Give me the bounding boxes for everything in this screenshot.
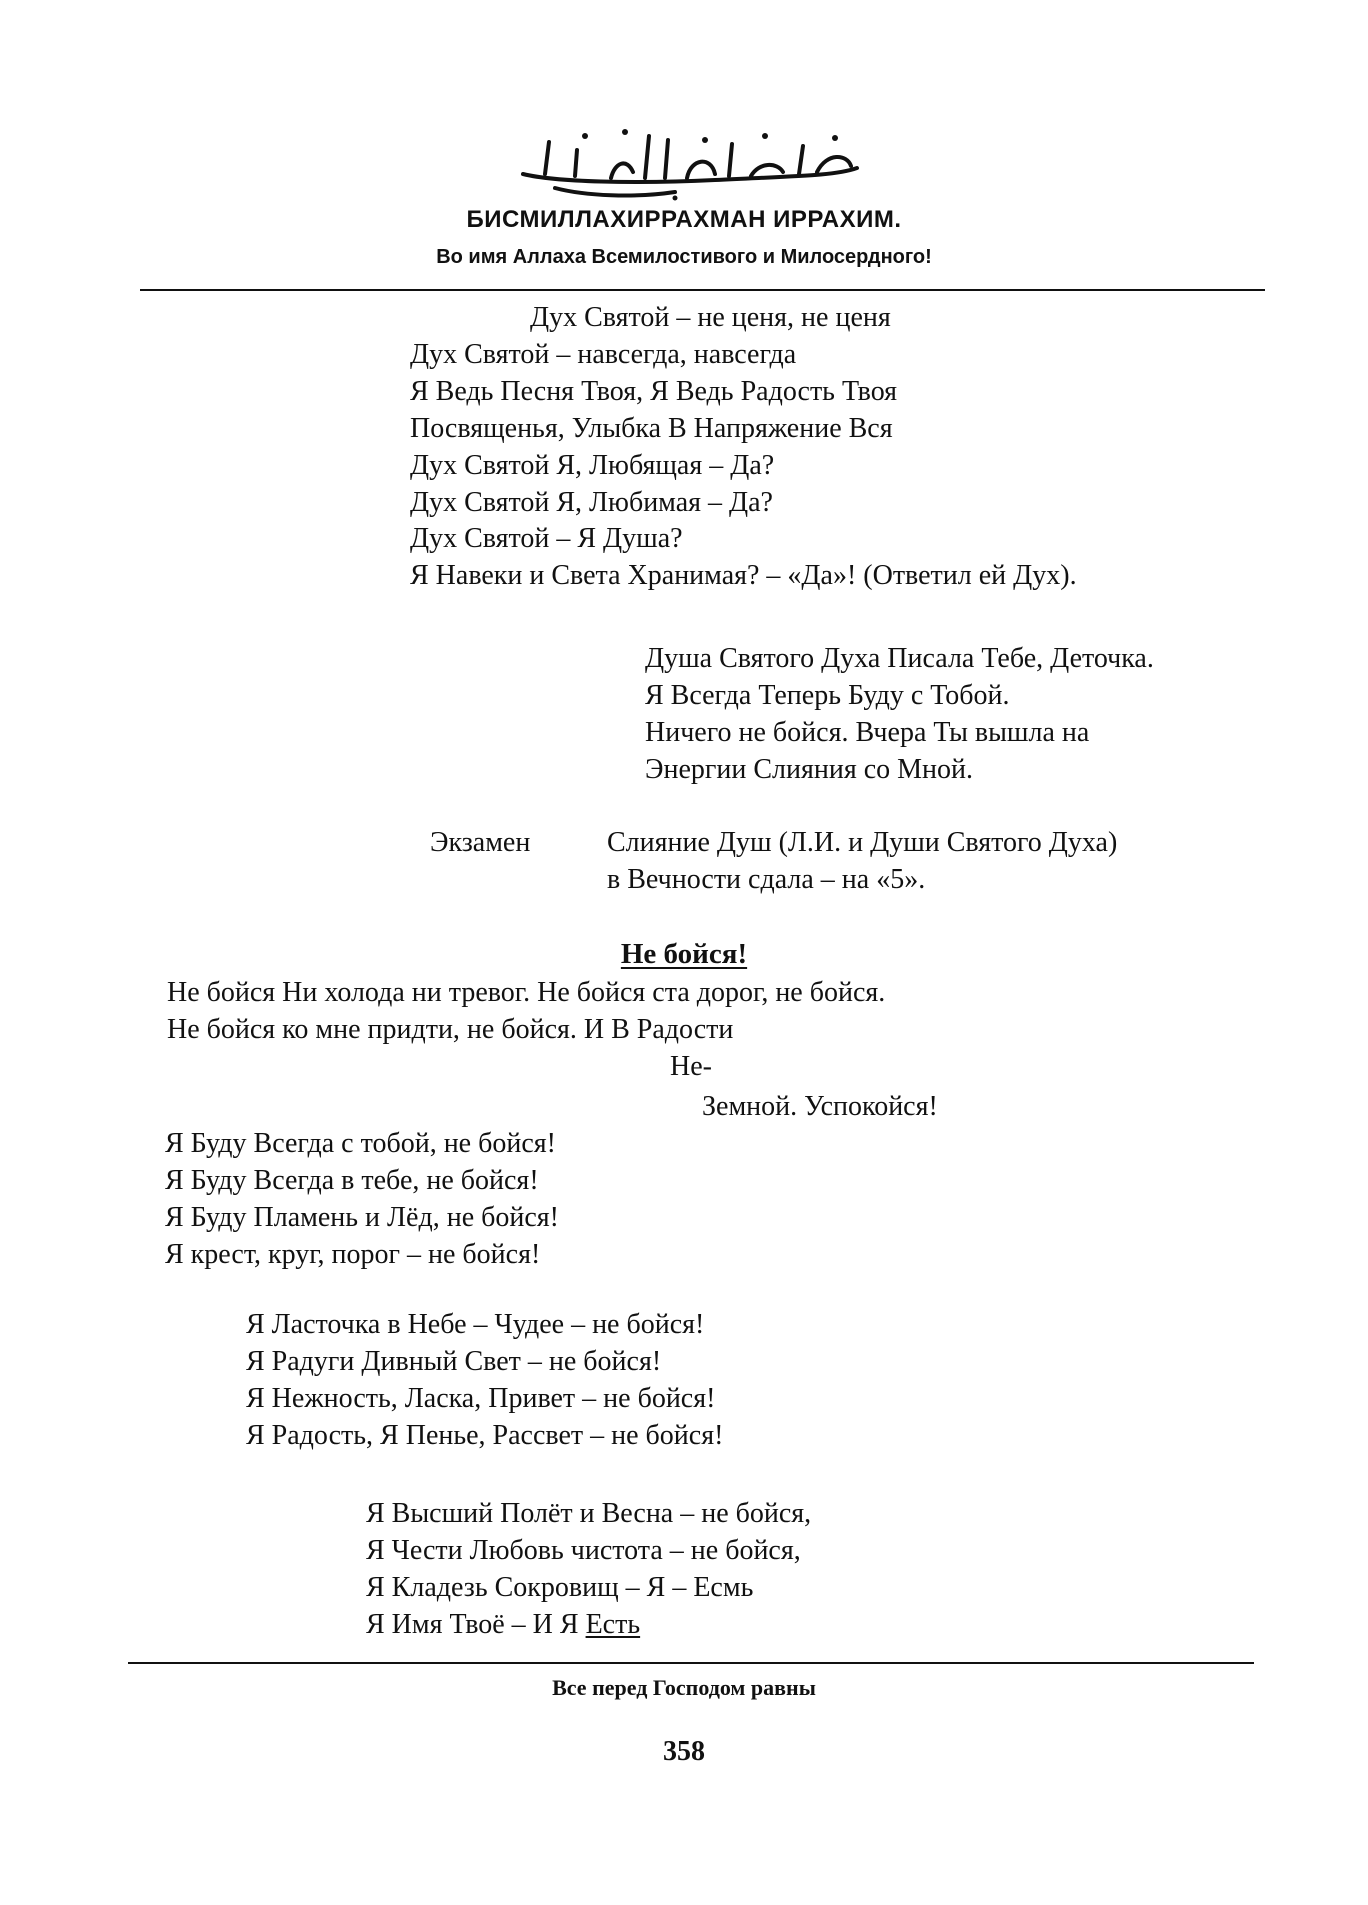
poem-line: Посвященья, Улыбка В Напряжение Вся <box>410 412 893 444</box>
poem-line: Я Чести Любовь чистота – не бойся, <box>366 1534 801 1566</box>
footer-divider <box>128 1662 1254 1664</box>
poem-line: Я Ведь Песня Твоя, Я Ведь Радость Твоя <box>410 375 898 407</box>
message-line: Энергии Слияния со Мной. <box>645 753 974 785</box>
poem-line: Дух Святой Я, Любимая – Да? <box>410 486 773 518</box>
poem-line: Я Радость, Я Пенье, Рассвет – не бойся! <box>246 1419 724 1451</box>
poem-line: Дух Святой Я, Любящая – Да? <box>410 449 775 481</box>
message-line: Душа Святого Духа Писала Тебе, Деточка. <box>645 643 1154 674</box>
stanza-1-first-line <box>530 300 891 337</box>
poem-line: Не бойся Ни холода ни тревог. Не бойся ста дорог, не бойся. <box>167 977 886 1008</box>
poem-line: Я Буду Пламень и Лёд, не бойся! <box>165 1201 559 1233</box>
poem-line: Земной. Успокойся! <box>702 1091 938 1122</box>
poem-intro-continuation <box>670 1049 712 1086</box>
header-subtitle: Во имя Аллаха Всемилостивого и Милосердного! <box>436 246 932 268</box>
poem-last-line <box>366 1607 811 1644</box>
message-line: Я Всегда Теперь Буду с Тобой. <box>645 679 1010 711</box>
poem-title: Не бойся! <box>620 938 748 970</box>
stanza-1 <box>410 337 1077 595</box>
poem-line: Я Буду Всегда в тебе, не бойся! <box>165 1164 539 1196</box>
footer-text: Все перед Господом равны <box>552 1675 816 1700</box>
poem-line: Я Высший Полёт и Весна – не бойся, <box>366 1498 812 1529</box>
header-title: БИСМИЛЛАХИРРАХМАН ИРРАХИМ. <box>466 206 902 233</box>
poem-intro <box>167 975 885 1049</box>
page-number: 358 <box>663 1736 705 1767</box>
bismillah-calligraphy-icon <box>515 122 865 202</box>
poem-line: Дух Святой – не ценя, не ценя <box>530 302 891 333</box>
poem-line: Я крест, круг, порог – не бойся! <box>165 1238 541 1270</box>
poem-line: Я Радуги Дивный Свет – не бойся! <box>246 1345 662 1377</box>
poem-stanza-a <box>165 1126 559 1274</box>
message-block <box>645 641 1154 789</box>
poem-stanza-c <box>366 1496 811 1644</box>
exam-text <box>607 825 1117 899</box>
poem-line: Я Нежность, Ласка, Привет – не бойся! <box>246 1382 716 1414</box>
poem-last-line-underlined: Есть <box>585 1608 641 1640</box>
poem-intro-end <box>702 1089 938 1126</box>
poem-line: Дух Святой – Я Душа? <box>410 523 683 555</box>
message-line: Ничего не бойся. Вчера Ты вышла на <box>645 716 1090 748</box>
poem-line: Я Ласточка в Небе – Чудее – не бойся! <box>246 1309 705 1340</box>
header-divider <box>140 289 1265 291</box>
poem-stanza-b <box>246 1307 723 1455</box>
poem-line: Я Навеки и Света Хранимая? – «Да»! (Ответил ей Дух). <box>410 560 1077 592</box>
poem-line: Я Кладезь Сокровищ – Я – Есмь <box>366 1571 754 1603</box>
poem-line: Не бойся ко мне придти, не бойся. И В Радости <box>167 1013 734 1045</box>
poem-line: Дух Святой – навсегда, навсегда <box>410 339 797 370</box>
exam-line: в Вечности сдала – на «5». <box>607 863 926 895</box>
poem-last-line-start: Я Имя Твоё – И Я <box>366 1608 586 1640</box>
exam-line: Слияние Душ (Л.И. и Души Святого Духа) <box>607 827 1118 858</box>
poem-line: Не- <box>670 1051 712 1082</box>
exam-label: Экзамен <box>430 827 531 858</box>
poem-line: Я Буду Всегда с тобой, не бойся! <box>165 1128 556 1159</box>
